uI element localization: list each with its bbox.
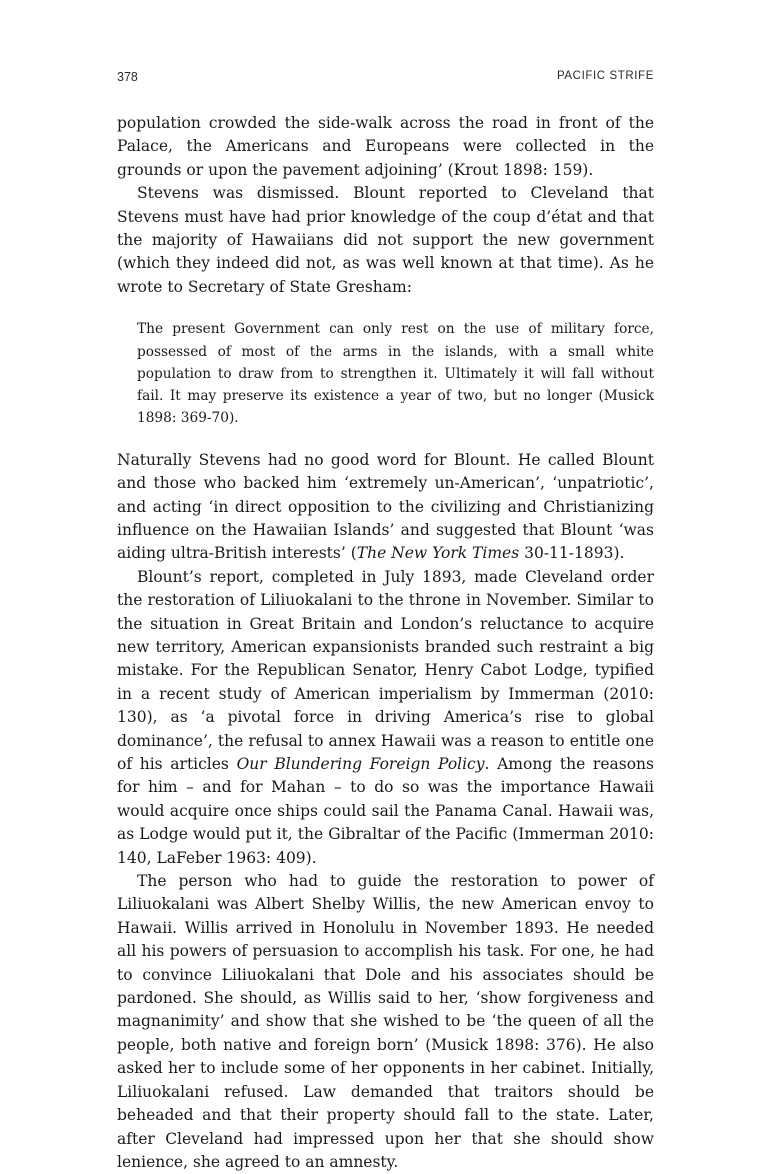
page-number: 378 — [117, 70, 138, 84]
book-page — [117, 68, 654, 1174]
paragraph-1: population crowded the side-walk across the road in front of the Palace, the Americans and Europeans were collected in the grounds or upon the pavement adjoining’ (Krout 1898: 159). — [117, 114, 654, 179]
block-quote-text: The present Government can only rest on the use of military force, possessed of most of the arms in the islands, with a small white population to draw from to strengthen it. Ultimately it will fall without fail. It may preserve its existence a year of two, but no longer (Musick 1898: 369-70). — [137, 321, 654, 427]
body-text — [117, 112, 654, 1174]
paragraph-3-text: Naturally Stevens had no good word for Blount. He called Blount and those who backed him ‘extremely un-American’, ‘unpatriotic’, and acting ‘in direct opposition to the civilizing and Christianizing influence on the Hawaiian Islands’ and suggested that Blount ‘was aiding ultra-British interests’ ( — [117, 450, 654, 563]
paragraph-4-tail: . Among the reasons for him – and for Mahan – to do so was the importance Hawaii would acquire once ships could sail the Panama Canal. Hawaii was, as Lodge would put it, the Gibraltar of the Pacific (Immerman 2010: 140, LaFeber 1963: 409). — [117, 755, 654, 867]
paragraph-5: The person who had to guide the restoration to power of Liliuokalani was Albert Shelby Willis, the new American envoy to Hawaii. Willis arrived in Honolulu in November 1893. He needed all his powers of persuasion to accomplish his task. For one, he had to convince Liliuokalani that Dole and his associates should be pardoned. She should, as Willis said to her, ‘show forgiveness and magnanimity’ and show that she wished to be ‘the queen of all the people, both native and foreign born’ (Musick 1898: 376). He also asked her to include some of her opponents in her cabinet. Initially, Liliuokalani refused. Law demanded that traitors should be beheaded and that their property should fall to the state. Later, after Cleveland had impressed upon her that she should show lenience, she agreed to an amnesty. — [117, 872, 654, 1171]
running-head — [117, 68, 654, 92]
running-title: PACIFIC STRIFE — [557, 70, 654, 82]
paragraph-4 — [117, 566, 654, 870]
paragraph-2: Stevens was dismissed. Blount reported to Cleveland that Stevens must have had prior knowledge of the coup d’état and that the majority of Hawaiians did not support the new government (which they indeed did not, as was well known at that time). As he wrote to Secretary of State Gresham: — [117, 184, 654, 296]
paragraph-3-italic: The New York Times — [356, 544, 520, 563]
paragraph-3 — [117, 449, 654, 566]
paragraph-4-italic: Our Blundering Foreign Policy — [236, 755, 485, 774]
paragraph-3-tail: 30-11-1893). — [519, 544, 625, 563]
paragraph-4-text: Blount’s report, completed in July 1893, made Cleveland order the restoration of Liliuokalani to the throne in November. Similar to the situation in Great Britain and London’s reluctance to acquire new territory, American expansionists branded such restraint a big mistake. For the Republican Senator, Henry Cabot Lodge, typified in a recent study of American imperialism by Immerman (2010: 130), as ‘a pivotal force in driving America’s rise to global dominance’, the refusal to annex Hawaii was a reason to entitle one of his articles — [117, 567, 654, 774]
block-quote — [137, 318, 654, 429]
